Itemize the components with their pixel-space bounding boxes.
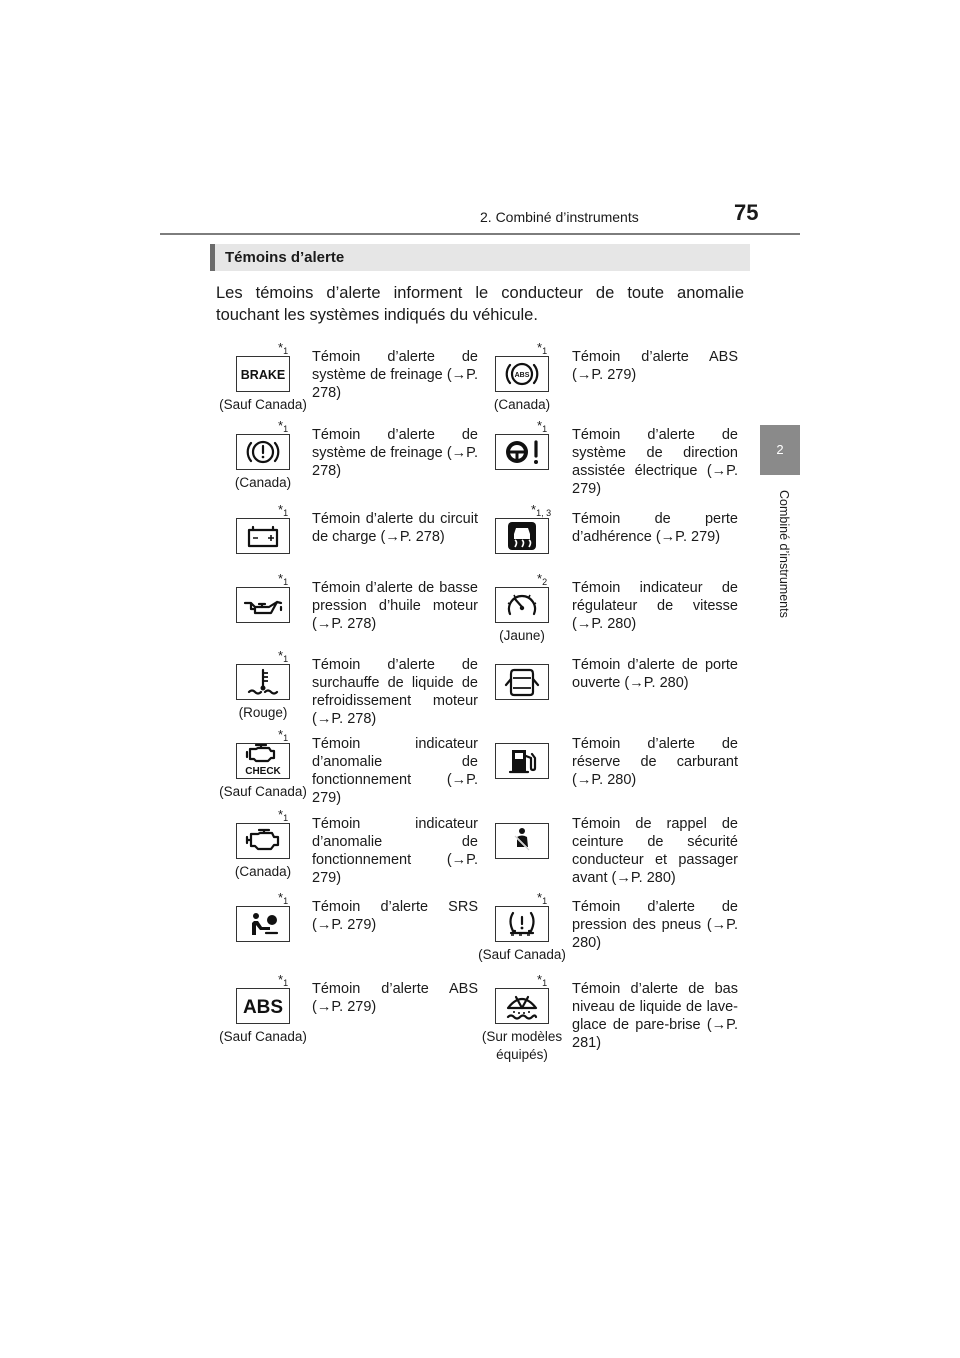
footnote-mark: $*_1$ bbox=[278, 727, 289, 743]
footnote-number: 1 bbox=[542, 978, 548, 988]
warning-description: Témoin d’alerte de pression des pneus (→P. 280) bbox=[572, 899, 738, 951]
tire-pressure-icon bbox=[495, 906, 549, 942]
footnote-mark: $*_{1, 3}$ bbox=[531, 502, 552, 518]
warning-description: Témoin d’alerte de surchauffe de liquide de refroidissement moteur (→P. 278) bbox=[312, 657, 478, 727]
footnote-number: 1 bbox=[542, 346, 548, 356]
icon-caption: (Jaune) bbox=[499, 628, 545, 643]
coolant-temp-icon bbox=[236, 664, 290, 700]
icon-caption: (Sauf Canada) bbox=[219, 784, 307, 799]
warning-description: Témoin d’alerte de basse pression d’huile moteur (→P. 278) bbox=[312, 580, 478, 632]
warning-description: Témoin d’alerte de réserve de carburant (→P. 280) bbox=[572, 736, 738, 788]
footnote-mark: $*_1$ bbox=[537, 890, 548, 906]
page-number: 75 bbox=[734, 200, 759, 225]
fuel-pump-icon bbox=[495, 743, 549, 779]
footnote-mark: $*_1$ bbox=[278, 502, 289, 518]
brake-exclamation-icon bbox=[236, 434, 290, 470]
header-rule bbox=[160, 233, 800, 235]
footnote-mark: $*_1$ bbox=[537, 418, 548, 434]
warning-description: Témoin d’alerte de système de freinage (→P. 278) bbox=[312, 427, 478, 479]
oil-can-icon bbox=[236, 587, 290, 623]
warning-description: Témoin de rappel de ceinture de sécurité conducteur et passager avant (→P. 280) bbox=[572, 816, 738, 886]
warning-description: Témoin d’alerte SRS (→P. 279) bbox=[312, 899, 478, 933]
footnote-mark: $*_1$ bbox=[278, 648, 289, 664]
warning-description: Témoin d’alerte du circuit de charge (→P. 278) bbox=[312, 511, 478, 545]
chapter-tab: 2 bbox=[760, 425, 800, 475]
washer-fluid-icon bbox=[495, 988, 549, 1024]
icon-caption: (Canada) bbox=[234, 475, 292, 490]
brake-text: BRAKE bbox=[240, 368, 286, 382]
icon-caption: (Sur modèles équipés) bbox=[481, 1029, 563, 1062]
section-title: Témoins d’alerte bbox=[225, 249, 345, 266]
footnote-mark: $*_1$ bbox=[278, 340, 289, 356]
warning-description: Témoin indicateur d’anomalie de fonctionnement (→P. 279) bbox=[312, 816, 478, 886]
chapter-side-label: Combiné d’instruments bbox=[777, 490, 791, 618]
footnote-mark: $*_2$ bbox=[537, 571, 548, 587]
footnote-number: 1 bbox=[283, 508, 289, 518]
footnote-number: 2 bbox=[542, 577, 548, 587]
footnote-mark: $*_1$ bbox=[278, 807, 289, 823]
warning-description: Témoin d’alerte ABS (→P. 279) bbox=[572, 349, 738, 383]
engine-icon bbox=[236, 823, 290, 859]
footnote-mark: $*_1$ bbox=[278, 890, 289, 906]
icon-caption: (Canada) bbox=[493, 397, 551, 412]
abs-text: ABS bbox=[242, 997, 284, 1018]
icon-caption: (Sauf Canada) bbox=[219, 1029, 307, 1044]
icon-caption: (Rouge) bbox=[238, 705, 288, 720]
footnote-number: 1, 3 bbox=[536, 508, 552, 518]
footnote-number: 1 bbox=[283, 896, 289, 906]
warning-description: Témoin indicateur de régulateur de vitesse (→P. 280) bbox=[572, 580, 738, 632]
check-engine-icon bbox=[236, 743, 290, 779]
brake-text-icon bbox=[236, 356, 290, 392]
slip-car-icon bbox=[495, 518, 549, 554]
warning-description: Témoin d’alerte de système de freinage (→P. 278) bbox=[312, 349, 478, 401]
battery-icon bbox=[236, 518, 290, 554]
speedometer-icon bbox=[495, 587, 549, 623]
warning-description: Témoin d’alerte de système de direction assistée électrique (→P. 279) bbox=[572, 427, 738, 497]
icon-caption: (Canada) bbox=[234, 864, 292, 879]
warning-description: Témoin d’alerte ABS (→P. 279) bbox=[312, 981, 478, 1015]
icon-caption: (Sauf Canada) bbox=[478, 947, 566, 962]
warning-description: Témoin de perte d’adhérence (→P. 279) bbox=[572, 511, 738, 545]
abs-text-icon bbox=[236, 988, 290, 1024]
steering-exclamation-icon bbox=[495, 434, 549, 470]
footnote-number: 1 bbox=[542, 424, 548, 434]
footnote-number: 1 bbox=[283, 654, 289, 664]
check-text: CHECK bbox=[245, 766, 281, 777]
footnote-number: 1 bbox=[283, 978, 289, 988]
footnote-number: 1 bbox=[542, 896, 548, 906]
footnote-mark: $*_1$ bbox=[537, 340, 548, 356]
footnote-number: 1 bbox=[283, 577, 289, 587]
chapter-title: 2. Combiné d’instruments bbox=[480, 209, 639, 225]
warning-description: Témoin indicateur d’anomalie de fonctionnement (→P. 279) bbox=[312, 736, 478, 806]
svg-text:ABS: ABS bbox=[514, 372, 530, 379]
footnote-number: 1 bbox=[283, 733, 289, 743]
airbag-icon bbox=[236, 906, 290, 942]
intro-paragraph: Les témoins d’alerte informent le conducteur de toute anomalie touchant les systèmes indiqués du véhicule. bbox=[216, 284, 744, 324]
footnote-mark: $*_1$ bbox=[278, 571, 289, 587]
warning-description: Témoin d’alerte de porte ouverte (→P. 280) bbox=[572, 657, 738, 691]
seatbelt-icon bbox=[495, 823, 549, 859]
footnote-mark: $*_1$ bbox=[278, 418, 289, 434]
abs-circle-icon bbox=[495, 356, 549, 392]
warning-description: Témoin d’alerte de bas niveau de liquide de lave-glace de pare-brise (→P. 281) bbox=[572, 981, 738, 1051]
footnote-number: 1 bbox=[283, 346, 289, 356]
section-heading bbox=[210, 244, 750, 271]
icon-caption: (Sauf Canada) bbox=[219, 397, 307, 412]
footnote-number: 1 bbox=[283, 424, 289, 434]
door-open-icon bbox=[495, 664, 549, 700]
footnote-mark: $*_1$ bbox=[537, 972, 548, 988]
footnote-number: 1 bbox=[283, 813, 289, 823]
footnote-mark: $*_1$ bbox=[278, 972, 289, 988]
